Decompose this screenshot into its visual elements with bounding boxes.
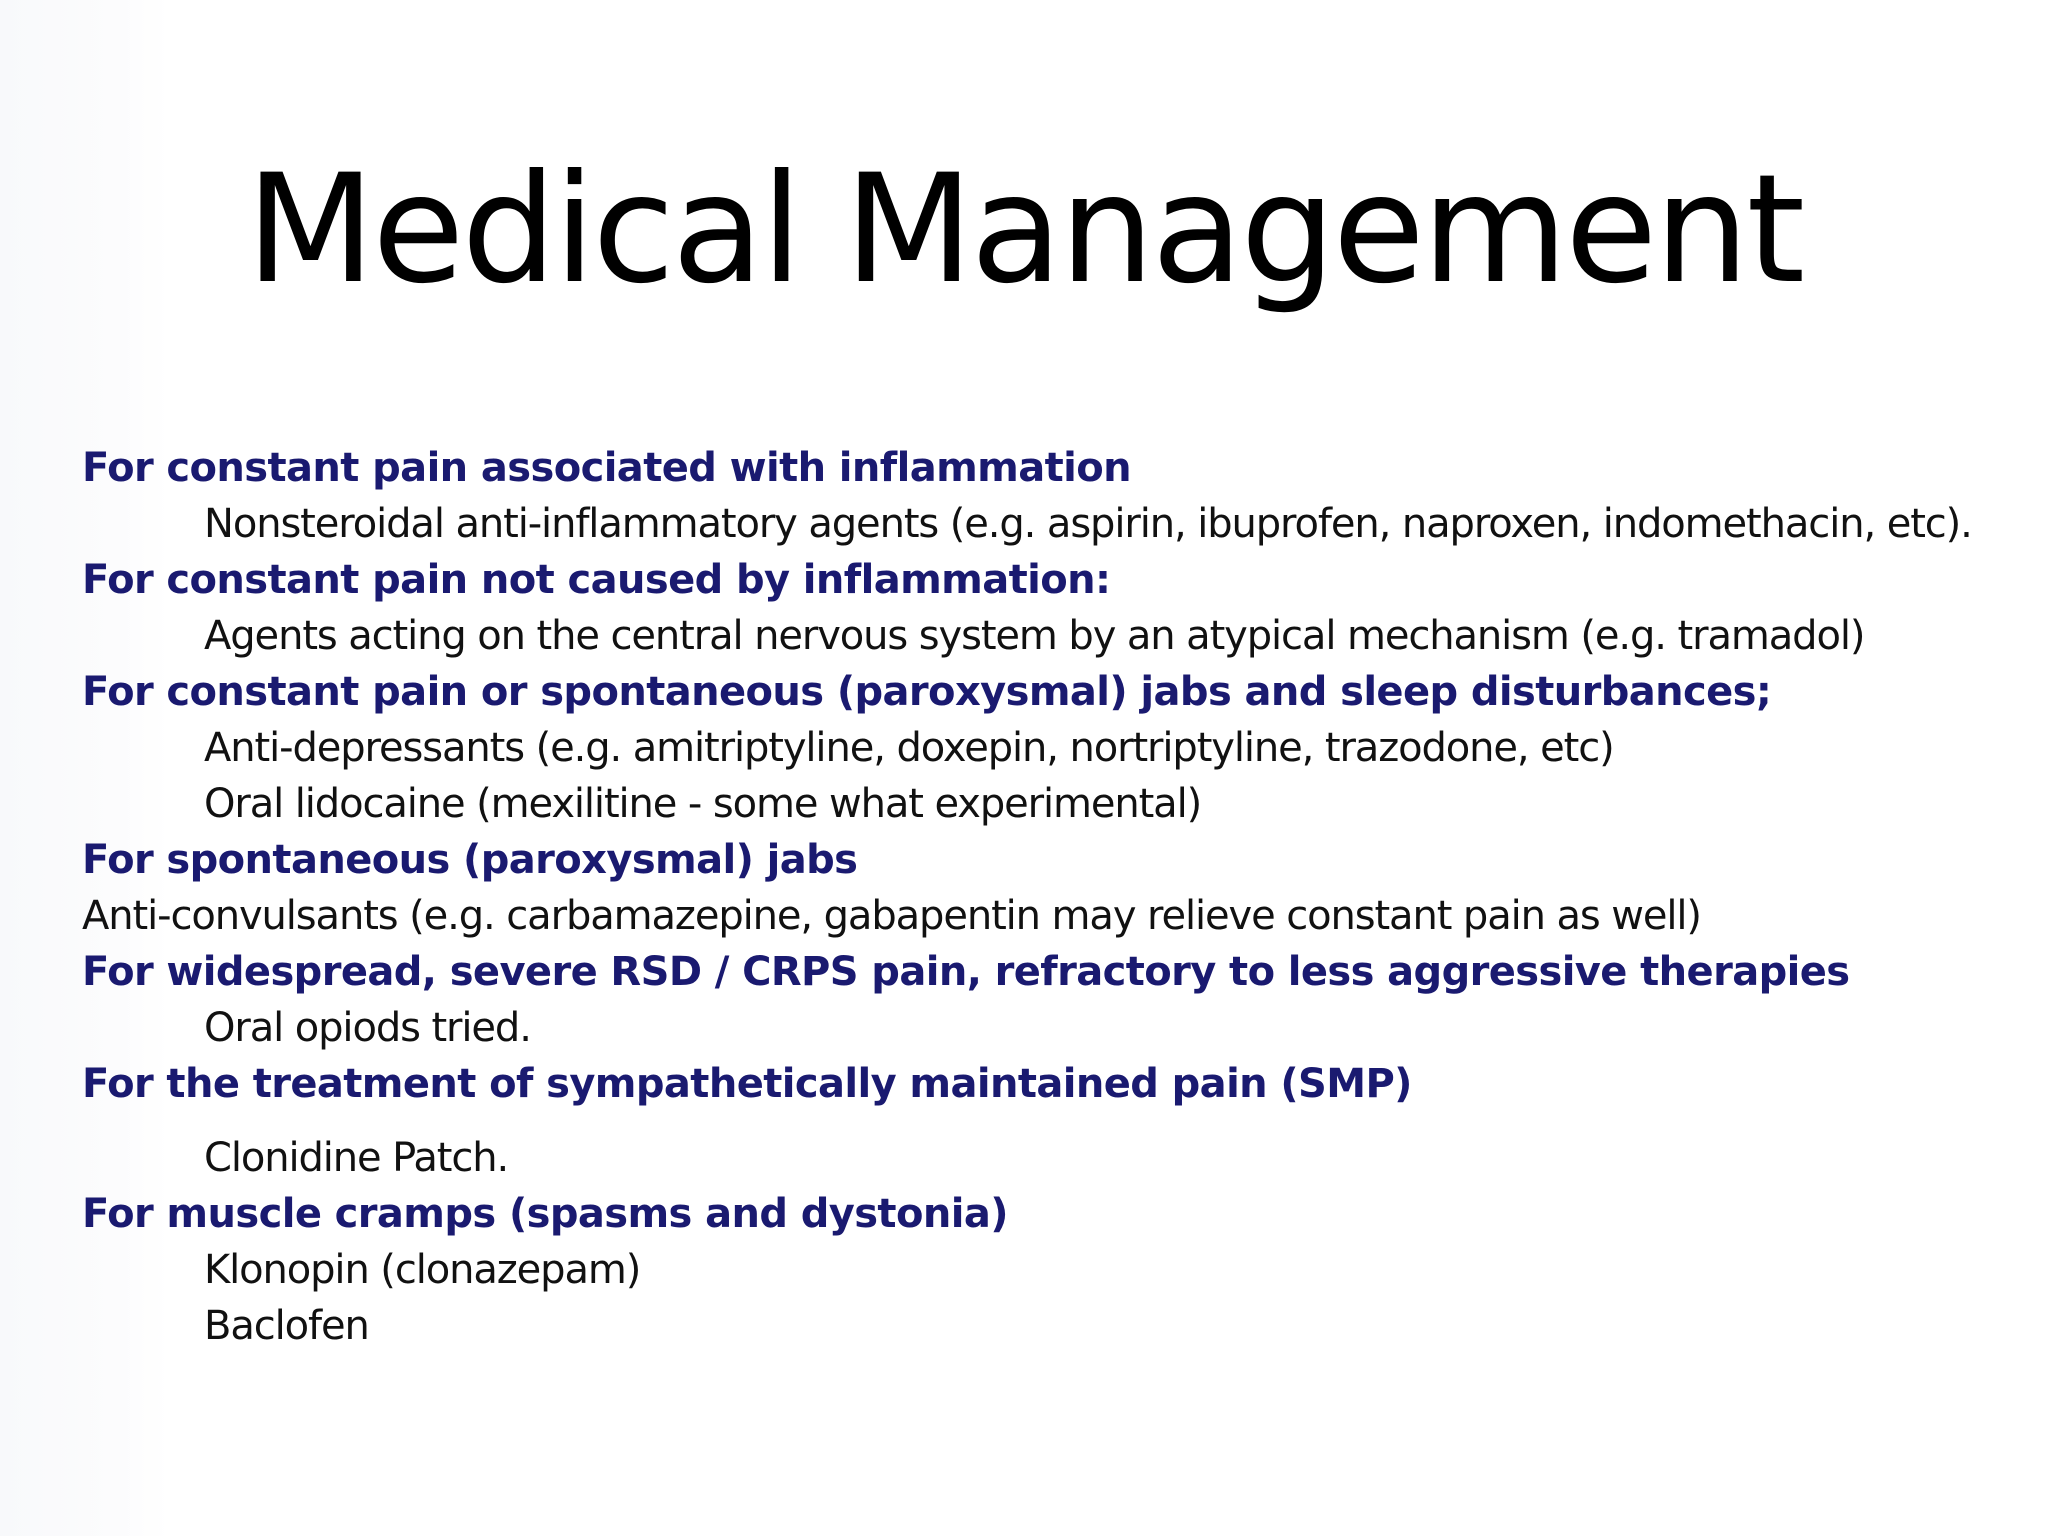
heading-inflammation-pain: For constant pain associated with inflammation	[82, 445, 1132, 491]
slide-content	[82, 440, 2022, 1354]
item-klonopin: Klonopin (clonazepam)	[204, 1247, 641, 1293]
item-tramadol: Agents acting on the central nervous system by an atypical mechanism (e.g. tramadol)	[204, 613, 1865, 659]
item-antidepressants: Anti-depressants (e.g. amitriptyline, doxepin, nortriptyline, trazodone, etc)	[204, 725, 1614, 771]
item-oral-opioids: Oral opiods tried.	[204, 1005, 531, 1051]
heading-paroxysmal-jabs: For spontaneous (paroxysmal) jabs	[82, 837, 858, 883]
item-anticonvulsants: Anti-convulsants (e.g. carbamazepine, gabapentin may relieve constant pain as well)	[82, 893, 1701, 939]
slide-title: Medical Management	[245, 143, 1803, 317]
heading-crps-pain: For widespread, severe RSD / CRPS pain, refractory to less aggressive therapies	[82, 949, 1850, 995]
heading-paroxysmal-sleep: For constant pain or spontaneous (paroxysmal) jabs and sleep disturbances;	[82, 669, 1772, 715]
item-baclofen: Baclofen	[204, 1303, 369, 1349]
item-clonidine-patch: Clonidine Patch.	[204, 1135, 509, 1181]
item-nsaids: Nonsteroidal anti-inflammatory agents (e.g. aspirin, ibuprofen, naproxen, indomethacin, etc).	[204, 501, 1972, 547]
heading-non-inflammatory-pain: For constant pain not caused by inflammation:	[82, 557, 1111, 603]
heading-muscle-cramps: For muscle cramps (spasms and dystonia)	[82, 1191, 1008, 1237]
item-oral-lidocaine: Oral lidocaine (mexilitine - some what experimental)	[204, 781, 1202, 827]
heading-smp: For the treatment of sympathetically maintained pain (SMP)	[82, 1061, 1412, 1107]
